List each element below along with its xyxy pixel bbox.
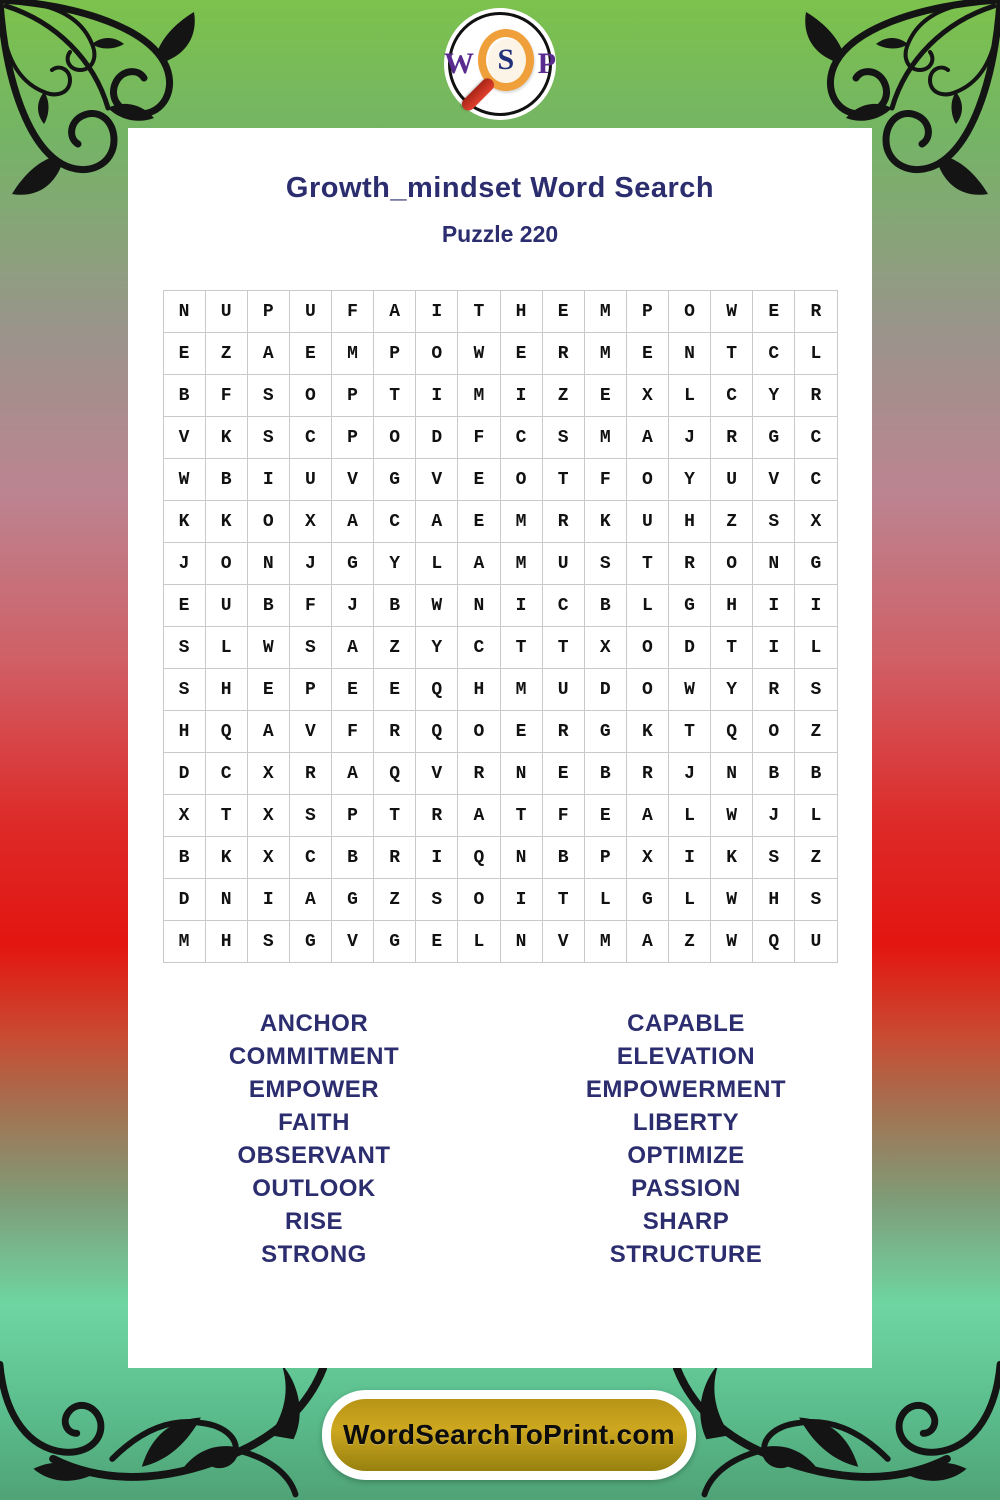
grid-cell: O	[627, 669, 669, 711]
grid-cell: C	[543, 585, 585, 627]
grid-cell: N	[248, 543, 290, 585]
grid-cell: A	[332, 501, 374, 543]
grid-cell: K	[627, 711, 669, 753]
grid-cell: B	[585, 585, 627, 627]
word-list-right	[500, 1007, 872, 1271]
grid-cell: H	[711, 585, 753, 627]
grid-cell: B	[543, 837, 585, 879]
grid-cell: M	[585, 417, 627, 459]
grid-cell: A	[248, 333, 290, 375]
grid-cell: E	[543, 291, 585, 333]
grid-cell: R	[416, 795, 458, 837]
grid-cell: O	[627, 459, 669, 501]
grid-cell: Z	[374, 879, 416, 921]
grid-cell: T	[458, 291, 500, 333]
grid-cell: E	[416, 921, 458, 963]
grid-cell: D	[164, 879, 206, 921]
grid-cell: V	[416, 459, 458, 501]
logo-letter-p: P	[537, 47, 556, 80]
grid-cell: U	[711, 459, 753, 501]
word-item: OUTLOOK	[252, 1175, 376, 1202]
grid-cell: L	[206, 627, 248, 669]
logo-letter-w: W	[444, 47, 474, 80]
grid-cell: A	[627, 417, 669, 459]
grid-cell: O	[248, 501, 290, 543]
grid-cell: T	[206, 795, 248, 837]
grid-cell: J	[164, 543, 206, 585]
word-item: COMMITMENT	[228, 1043, 400, 1070]
grid-cell: A	[332, 627, 374, 669]
grid-cell: M	[585, 291, 627, 333]
grid-cell: Q	[458, 837, 500, 879]
grid-cell: U	[206, 585, 248, 627]
grid-cell: S	[543, 417, 585, 459]
grid-cell: R	[627, 753, 669, 795]
grid-cell: W	[248, 627, 290, 669]
grid-cell: A	[374, 291, 416, 333]
grid-cell: S	[290, 627, 332, 669]
grid-cell: A	[332, 753, 374, 795]
grid-cell: I	[501, 879, 543, 921]
site-link-button[interactable]	[322, 1390, 696, 1480]
grid-cell: B	[585, 753, 627, 795]
grid-cell: N	[669, 333, 711, 375]
grid-cell: T	[501, 627, 543, 669]
grid-cell: O	[711, 543, 753, 585]
grid-cell: C	[374, 501, 416, 543]
grid-cell: L	[416, 543, 458, 585]
grid-cell: E	[501, 333, 543, 375]
grid-cell: M	[164, 921, 206, 963]
grid-cell: Q	[711, 711, 753, 753]
puzzle-number: Puzzle 220	[441, 221, 559, 247]
grid-cell: B	[753, 753, 795, 795]
grid-cell: Y	[711, 669, 753, 711]
grid-cell: O	[501, 459, 543, 501]
grid-cell: H	[753, 879, 795, 921]
grid-cell: R	[543, 711, 585, 753]
grid-cell: B	[248, 585, 290, 627]
grid-cell: T	[711, 333, 753, 375]
grid-cell: N	[206, 879, 248, 921]
grid-cell: D	[416, 417, 458, 459]
grid-cell: U	[290, 459, 332, 501]
grid-cell: C	[290, 837, 332, 879]
grid-cell: M	[501, 669, 543, 711]
grid-cell: X	[585, 627, 627, 669]
grid-cell: W	[711, 291, 753, 333]
grid-cell: U	[543, 669, 585, 711]
grid-cell: T	[711, 627, 753, 669]
grid-cell: E	[627, 333, 669, 375]
grid-cell: E	[248, 669, 290, 711]
grid-cell: E	[164, 585, 206, 627]
grid-cell: W	[164, 459, 206, 501]
grid-cell: H	[458, 669, 500, 711]
grid-cell: I	[501, 585, 543, 627]
grid-cell: F	[332, 291, 374, 333]
grid-cell: E	[290, 333, 332, 375]
grid-cell: I	[248, 459, 290, 501]
grid-cell: B	[332, 837, 374, 879]
grid-cell: U	[795, 921, 837, 963]
grid-cell: C	[206, 753, 248, 795]
grid-cell: O	[458, 879, 500, 921]
grid-cell: G	[669, 585, 711, 627]
grid-cell: R	[795, 291, 837, 333]
grid-cell: R	[543, 333, 585, 375]
grid-cell: I	[795, 585, 837, 627]
grid-cell: Y	[753, 375, 795, 417]
grid-cell: E	[374, 669, 416, 711]
grid-cell: K	[164, 501, 206, 543]
grid-cell: I	[416, 837, 458, 879]
grid-cell: Q	[753, 921, 795, 963]
word-item: SHARP	[642, 1208, 730, 1235]
grid-cell: H	[164, 711, 206, 753]
grid-cell: I	[416, 375, 458, 417]
grid-cell: V	[332, 459, 374, 501]
grid-cell: S	[753, 837, 795, 879]
grid-cell: Q	[206, 711, 248, 753]
grid-cell: K	[206, 501, 248, 543]
grid-cell: O	[669, 291, 711, 333]
word-item: STRUCTURE	[609, 1241, 763, 1268]
grid-cell: S	[248, 921, 290, 963]
grid-cell: R	[374, 837, 416, 879]
grid-cell: U	[206, 291, 248, 333]
grid-cell: X	[248, 753, 290, 795]
grid-cell: V	[753, 459, 795, 501]
grid-cell: B	[164, 837, 206, 879]
grid-cell: R	[374, 711, 416, 753]
grid-cell: O	[206, 543, 248, 585]
grid-cell: E	[543, 753, 585, 795]
grid-cell: P	[290, 669, 332, 711]
grid-cell: C	[795, 417, 837, 459]
grid-cell: G	[753, 417, 795, 459]
grid-cell: N	[753, 543, 795, 585]
grid-cell: M	[585, 333, 627, 375]
grid-cell: C	[458, 627, 500, 669]
grid-cell: S	[795, 669, 837, 711]
grid-cell: U	[290, 291, 332, 333]
grid-cell: Z	[669, 921, 711, 963]
grid-cell: W	[711, 879, 753, 921]
grid-cell: U	[543, 543, 585, 585]
grid-cell: R	[753, 669, 795, 711]
grid-cell: V	[416, 753, 458, 795]
word-item: FAITH	[278, 1109, 350, 1136]
grid-cell: O	[458, 711, 500, 753]
grid-cell: L	[458, 921, 500, 963]
grid-cell: D	[164, 753, 206, 795]
logo-letter-s: S	[497, 43, 515, 76]
grid-cell: D	[669, 627, 711, 669]
grid-cell: A	[458, 795, 500, 837]
grid-cell: C	[753, 333, 795, 375]
grid-cell: G	[290, 921, 332, 963]
grid-cell: R	[290, 753, 332, 795]
grid-cell: K	[206, 837, 248, 879]
grid-cell: W	[416, 585, 458, 627]
grid-cell: I	[501, 375, 543, 417]
grid-cell: T	[543, 627, 585, 669]
grid-cell: I	[753, 585, 795, 627]
grid-cell: M	[501, 543, 543, 585]
grid-cell: G	[332, 543, 374, 585]
grid-cell: S	[164, 669, 206, 711]
word-list	[128, 1007, 872, 1271]
grid-cell: B	[206, 459, 248, 501]
grid-cell: N	[501, 753, 543, 795]
grid-cell: A	[627, 921, 669, 963]
grid-cell: Z	[711, 501, 753, 543]
word-item: OPTIMIZE	[627, 1142, 745, 1169]
grid-cell: S	[290, 795, 332, 837]
grid-cell: W	[711, 921, 753, 963]
grid-cell: X	[627, 837, 669, 879]
grid-cell: S	[248, 375, 290, 417]
grid-cell: M	[585, 921, 627, 963]
grid-cell: W	[458, 333, 500, 375]
grid-cell: C	[290, 417, 332, 459]
grid-cell: H	[206, 669, 248, 711]
grid-cell: C	[501, 417, 543, 459]
grid-cell: J	[753, 795, 795, 837]
grid-cell: O	[753, 711, 795, 753]
grid-cell: X	[248, 837, 290, 879]
grid-cell: E	[164, 333, 206, 375]
grid-cell: Y	[416, 627, 458, 669]
grid-cell: P	[585, 837, 627, 879]
grid-cell: P	[332, 375, 374, 417]
grid-cell: X	[795, 501, 837, 543]
grid-cell: Z	[374, 627, 416, 669]
grid-cell: L	[795, 627, 837, 669]
grid-cell: S	[795, 879, 837, 921]
grid-cell: S	[164, 627, 206, 669]
grid-cell: C	[711, 375, 753, 417]
word-list-left	[128, 1007, 500, 1271]
grid-cell: Q	[374, 753, 416, 795]
grid-cell: T	[501, 795, 543, 837]
word-item: RISE	[284, 1208, 343, 1235]
grid-cell: W	[669, 669, 711, 711]
grid-cell: P	[627, 291, 669, 333]
grid-cell: Y	[374, 543, 416, 585]
grid-cell: F	[206, 375, 248, 417]
puzzle-card	[128, 128, 872, 1368]
grid-cell: X	[290, 501, 332, 543]
grid-cell: M	[501, 501, 543, 543]
grid-cell: I	[248, 879, 290, 921]
grid-cell: R	[543, 501, 585, 543]
grid-cell: X	[627, 375, 669, 417]
word-item: CAPABLE	[627, 1010, 745, 1037]
grid-cell: E	[501, 711, 543, 753]
grid-cell: H	[206, 921, 248, 963]
grid-cell: I	[416, 291, 458, 333]
grid-cell: C	[795, 459, 837, 501]
grid-cell: G	[332, 879, 374, 921]
wsp-logo	[444, 8, 556, 120]
grid-cell: R	[669, 543, 711, 585]
grid-cell: A	[248, 711, 290, 753]
grid-cell: L	[795, 333, 837, 375]
grid-cell: F	[585, 459, 627, 501]
grid-cell: P	[374, 333, 416, 375]
grid-cell: T	[627, 543, 669, 585]
grid-cell: A	[458, 543, 500, 585]
grid-cell: G	[627, 879, 669, 921]
grid-cell: Z	[206, 333, 248, 375]
grid-cell: S	[753, 501, 795, 543]
grid-cell: V	[332, 921, 374, 963]
grid-cell: L	[585, 879, 627, 921]
grid-cell: L	[669, 879, 711, 921]
grid-cell: S	[416, 879, 458, 921]
grid-cell: E	[458, 501, 500, 543]
grid-cell: V	[164, 417, 206, 459]
grid-cell: K	[711, 837, 753, 879]
grid-cell: F	[458, 417, 500, 459]
grid-cell: P	[332, 417, 374, 459]
grid-cell: J	[669, 753, 711, 795]
grid-cell: N	[458, 585, 500, 627]
grid-cell: T	[374, 375, 416, 417]
grid-cell: O	[374, 417, 416, 459]
grid-cell: V	[290, 711, 332, 753]
grid-cell: M	[332, 333, 374, 375]
word-item: ELEVATION	[616, 1043, 756, 1070]
grid-cell: F	[543, 795, 585, 837]
grid-cell: M	[458, 375, 500, 417]
grid-cell: E	[585, 795, 627, 837]
grid-cell: H	[501, 291, 543, 333]
grid-cell: T	[543, 879, 585, 921]
grid-cell: D	[585, 669, 627, 711]
grid-cell: I	[669, 837, 711, 879]
word-item: EMPOWER	[248, 1076, 380, 1103]
grid-cell: P	[332, 795, 374, 837]
grid-cell: S	[248, 417, 290, 459]
grid-cell: B	[374, 585, 416, 627]
grid-cell: N	[501, 837, 543, 879]
grid-cell: O	[416, 333, 458, 375]
grid-cell: J	[669, 417, 711, 459]
grid-cell: L	[795, 795, 837, 837]
grid-cell: H	[669, 501, 711, 543]
grid-cell: B	[164, 375, 206, 417]
grid-cell: T	[374, 795, 416, 837]
grid-cell: G	[374, 921, 416, 963]
grid-cell: P	[248, 291, 290, 333]
grid-cell: O	[627, 627, 669, 669]
grid-cell: Q	[416, 669, 458, 711]
grid-cell: W	[711, 795, 753, 837]
grid-cell: G	[585, 711, 627, 753]
grid-cell: E	[458, 459, 500, 501]
grid-cell: T	[669, 711, 711, 753]
word-item: ANCHOR	[259, 1010, 369, 1037]
grid-cell: F	[332, 711, 374, 753]
word-item: OBSERVANT	[237, 1142, 391, 1169]
grid-cell: I	[753, 627, 795, 669]
grid-cell: R	[458, 753, 500, 795]
grid-cell: U	[627, 501, 669, 543]
grid-cell: R	[795, 375, 837, 417]
grid-cell: V	[543, 921, 585, 963]
grid-cell: Z	[543, 375, 585, 417]
grid-cell: B	[795, 753, 837, 795]
grid-cell: Z	[795, 837, 837, 879]
grid-cell: T	[543, 459, 585, 501]
word-search-grid	[163, 290, 838, 963]
grid-cell: N	[501, 921, 543, 963]
grid-cell: X	[164, 795, 206, 837]
grid-cell: A	[627, 795, 669, 837]
word-item: STRONG	[261, 1241, 367, 1268]
page-title: Growth_mindset Word Search	[285, 172, 715, 204]
grid-cell: Y	[669, 459, 711, 501]
word-item: LIBERTY	[632, 1109, 740, 1136]
grid-cell: Z	[795, 711, 837, 753]
grid-cell: K	[206, 417, 248, 459]
grid-cell: J	[290, 543, 332, 585]
grid-cell: A	[290, 879, 332, 921]
grid-cell: L	[669, 375, 711, 417]
grid-cell: R	[711, 417, 753, 459]
grid-cell: J	[332, 585, 374, 627]
word-item: EMPOWERMENT	[585, 1076, 787, 1103]
grid-cell: O	[290, 375, 332, 417]
grid-cell: F	[290, 585, 332, 627]
grid-cell: N	[164, 291, 206, 333]
grid-cell: K	[585, 501, 627, 543]
grid-cell: A	[416, 501, 458, 543]
grid-cell: X	[248, 795, 290, 837]
grid-cell: G	[374, 459, 416, 501]
grid-cell: E	[585, 375, 627, 417]
word-item: PASSION	[631, 1175, 741, 1202]
grid-cell: L	[627, 585, 669, 627]
grid-cell: S	[585, 543, 627, 585]
grid-cell: E	[332, 669, 374, 711]
grid-cell: Q	[416, 711, 458, 753]
grid-cell: L	[669, 795, 711, 837]
grid-cell: G	[795, 543, 837, 585]
grid-cell: N	[711, 753, 753, 795]
grid-cell: E	[753, 291, 795, 333]
site-link-label: WordSearchToPrint.com	[343, 1419, 675, 1450]
